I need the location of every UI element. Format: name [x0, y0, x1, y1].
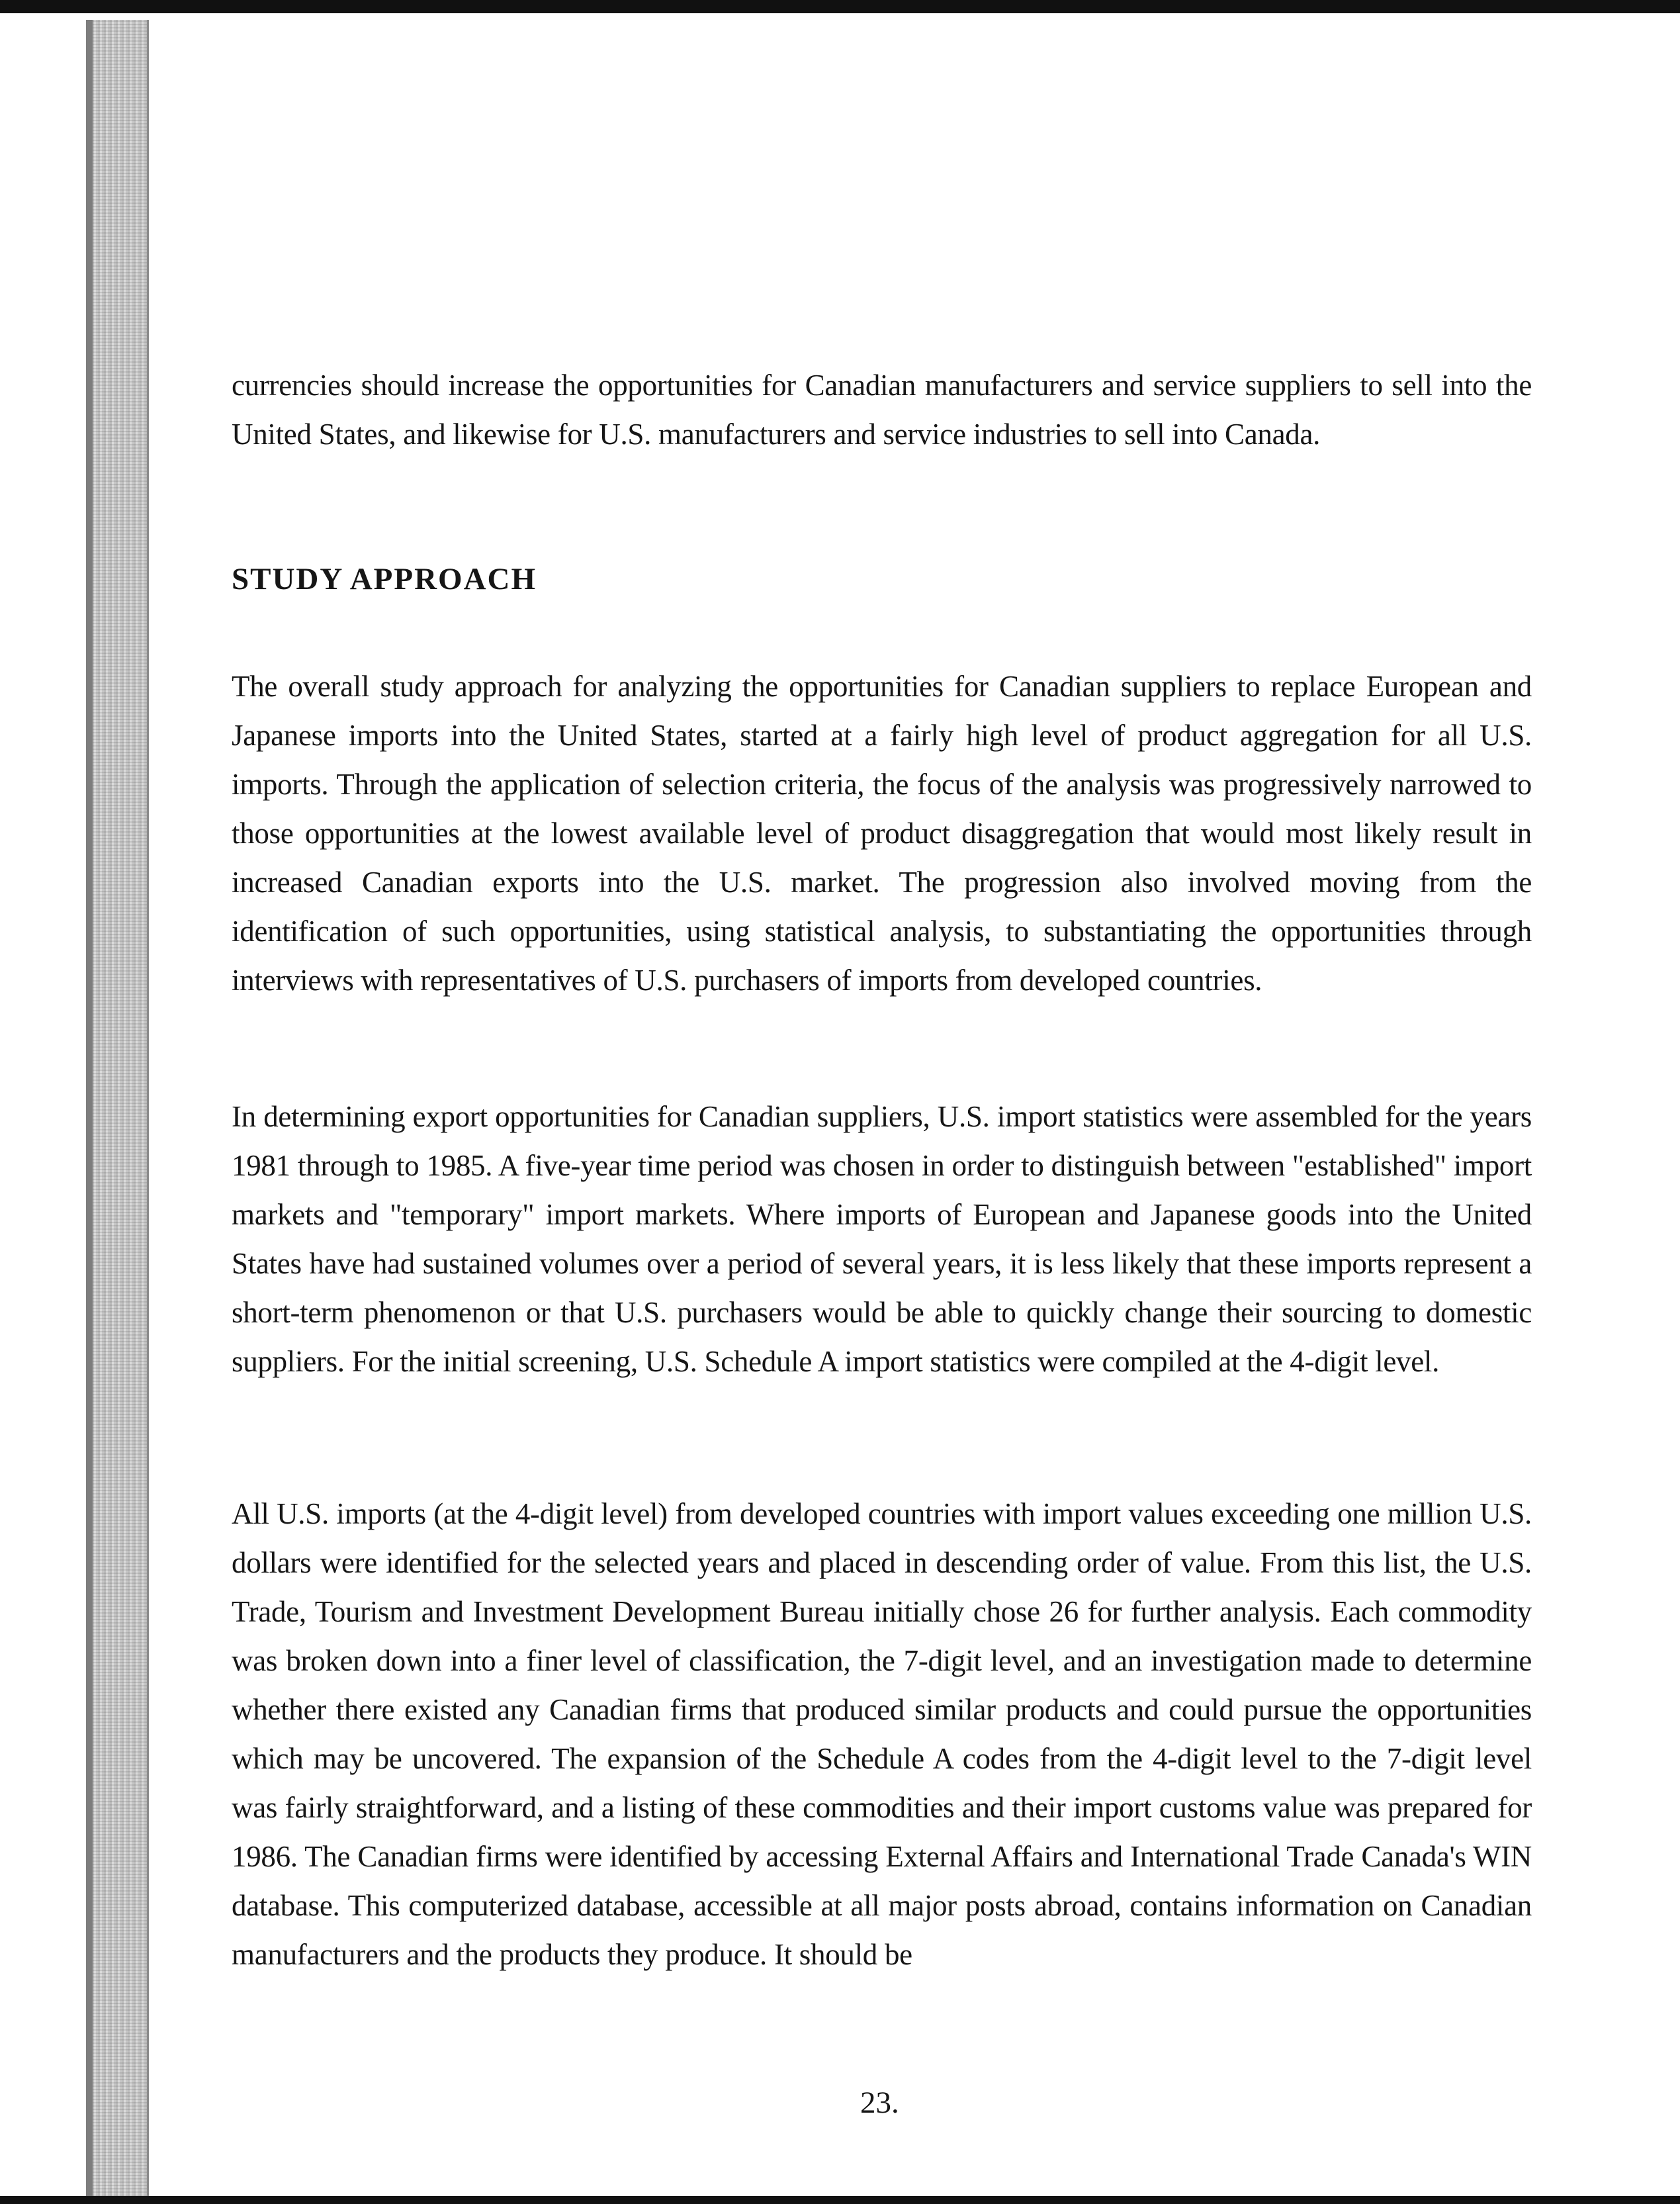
section-heading: STUDY APPROACH	[232, 562, 537, 596]
paragraph-export-opportunities: In determining export opportunities for Canadian suppliers, U.S. import statistics were assembled for the years 1981 through to 1985. A five-year time period was chosen in order to distinguish between "established" import markets and "temporary" import markets. Where imports of European and Japanese goods into the United States have had sustained volumes over a period of several years, it is less likely that these imports represent a short-term phenomenon or that U.S. purchasers would be able to quickly change their sourcing to domestic suppliers. For the initial screening, U.S. Schedule A import statistics were compiled at the 4-digit level.	[232, 1100, 1532, 1378]
scan-binding-edge	[86, 20, 93, 2196]
scan-top-border	[0, 0, 1680, 13]
paragraph-us-imports: All U.S. imports (at the 4-digit level) from developed countries with import values exceeding one million U.S. dollars were identified for the selected years and placed in descending order of value. From this list, the U.S. Trade, Tourism and Investment Development Bureau initially chose 26 for further analysis. Each commodity was broken down into a finer level of classification, the 7-digit level, and an investigation made to determine whether there existed any Canadian firms that produced similar products and could pursue the opportunities which may be uncovered. The expansion of the Schedule A codes from the 4-digit level to the 7-digit level was fairly straightforward, and a listing of these commodities and their import customs value was prepared for 1986. The Canadian firms were identified by accessing External Affairs and International Trade Canada's WIN database. This computerized database, accessible at all major posts abroad, contains information on Canadian manufacturers and the products they produce. It should be	[232, 1497, 1532, 1971]
paragraph-study-approach: The overall study approach for analyzing the opportunities for Canadian suppliers to replace European and Japanese imports into the United States, started at a fairly high level of product aggregation for all U.S. imports. Through the application of selection criteria, the focus of the analysis was progressively narrowed to those opportunities at the lowest available level of product disaggregation that would most likely result in increased Canadian exports into the U.S. market. The progression also involved moving from the identification of such opportunities, using statistical analysis, to substantiating the opportunities through interviews with representatives of U.S. purchasers of imports from developed countries.	[232, 670, 1532, 997]
scan-bottom-border	[0, 2196, 1680, 2204]
paragraph-continuation: currencies should increase the opportunities for Canadian manufacturers and service suppliers to sell into the United States, and likewise for U.S. manufacturers and service industries to sell into Canada.	[232, 369, 1532, 451]
scan-binding-strip	[86, 20, 149, 2196]
page-number: 23.	[860, 2086, 899, 2120]
